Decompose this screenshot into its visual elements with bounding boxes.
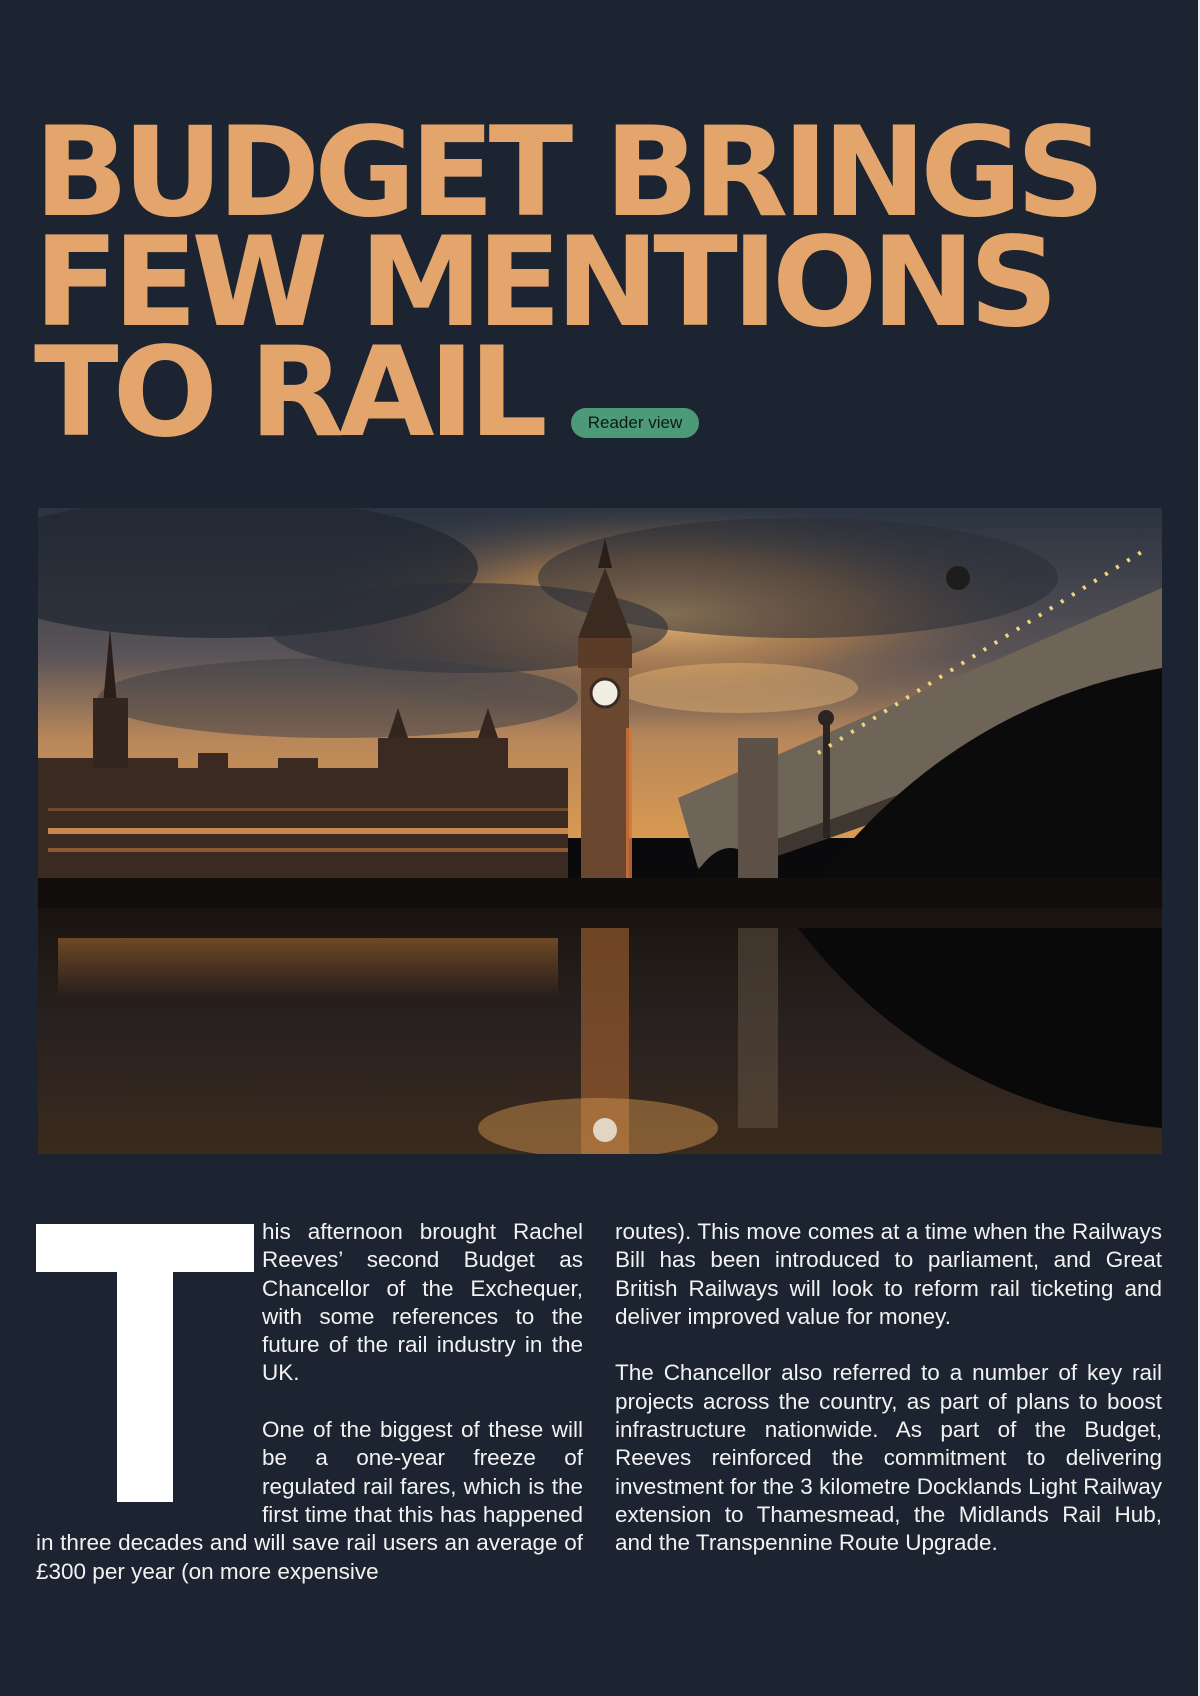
body-paragraph-1: his afternoon brought Rachel Reeves’ second Budget as Chancellor of the Exchequer, with some references to the future of the rail industry in the UK.	[262, 1219, 583, 1386]
body-column-left	[36, 1218, 583, 1614]
body-paragraph-4: The Chancellor also referred to a number of key rail projects across the country, as part of plans to boost infrastructure nationwide. As part of the Budget, Reeves reinforced the commitment to delivering investment for the 3 kilometre Docklands Light Railway extension to Thamesmead, the Midlands Rail Hub, and the Transpennine Route Upgrade.	[615, 1360, 1162, 1556]
headline-line-1: BUDGET BRINGS	[34, 101, 1100, 245]
headline-line-3: TO RAIL	[34, 321, 542, 465]
body-paragraph-3: routes). This move comes at a time when the Railways Bill has been introduced to parliament, and Great British Railways will look to reform rail ticketing and deliver improved value for money.	[615, 1219, 1162, 1329]
westminster-photo	[38, 508, 1162, 1154]
hero-image	[38, 508, 1162, 1154]
headline	[34, 101, 1100, 465]
reader-view-button[interactable]: Reader view	[571, 408, 699, 438]
body-column-right	[615, 1218, 1162, 1586]
dropcap	[36, 1224, 254, 1504]
body-paragraph-2: One of the biggest of these will be a one-year freeze of regulated rail fares, which is the first time that this has happened in three decades and will save rail users an average of £300 per year (on more expensive	[36, 1417, 583, 1584]
dropcap-glyph	[36, 1224, 254, 1504]
headline-line-2: FEW MENTIONS	[34, 211, 1053, 355]
